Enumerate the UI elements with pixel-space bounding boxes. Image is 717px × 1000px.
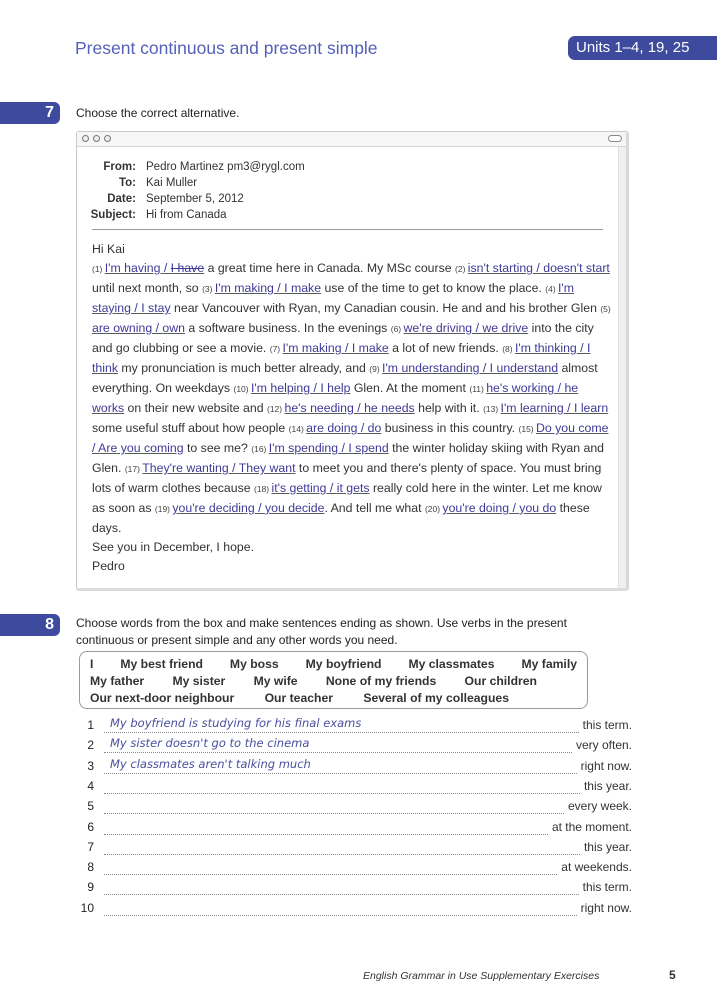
alternative-choice[interactable]: I'm spending / I spend: [268, 441, 389, 455]
answer-input[interactable]: [104, 915, 577, 916]
handwritten-answer: My boyfriend is studying for his final exams: [110, 716, 362, 730]
option-b[interactable]: I help: [320, 381, 351, 395]
email-text: my pronunciation is much better already, and: [117, 361, 370, 375]
option-a[interactable]: Do you come: [536, 421, 609, 435]
option-b[interactable]: own: [162, 321, 185, 335]
item-number: (3): [202, 284, 215, 294]
option-b[interactable]: I learn: [573, 401, 609, 415]
handwritten-answer: My sister doesn't go to the cinema: [110, 736, 310, 751]
email-text: Glen. At the moment: [350, 381, 470, 395]
line-number: 9: [87, 880, 94, 895]
option-a[interactable]: I'm thinking: [514, 341, 577, 355]
item-number: (11): [469, 384, 487, 394]
email-text: help with it.: [414, 401, 484, 415]
from-label: From:: [103, 161, 136, 173]
item-number: (12): [267, 404, 285, 414]
alternative-choice[interactable]: I'm making / I make: [282, 341, 389, 355]
option-a[interactable]: I'm making: [214, 281, 274, 295]
email-text: to see me?: [183, 441, 252, 455]
word-box-item: Our children: [464, 674, 537, 688]
line-number: 6: [87, 819, 94, 834]
answer-input[interactable]: [104, 854, 580, 855]
alternative-choice[interactable]: are owning / own: [92, 321, 185, 335]
email-text: a software business. In the evenings: [184, 321, 391, 335]
sentence-ending: right now.: [580, 900, 632, 915]
alternative-choice[interactable]: I'm understanding / I understand: [382, 361, 559, 375]
subject-label: Subject:: [90, 209, 136, 221]
option-a[interactable]: I'm spending: [268, 441, 339, 455]
line-number: 7: [87, 839, 94, 854]
option-a[interactable]: are doing: [306, 421, 358, 435]
word-box-item: Several of my colleagues: [363, 691, 509, 705]
answer-input[interactable]: [104, 874, 557, 875]
option-b[interactable]: I spend: [348, 441, 389, 455]
option-b[interactable]: he needs: [364, 401, 415, 415]
word-box-item: My boyfriend: [305, 657, 382, 671]
answer-input[interactable]: [104, 894, 579, 895]
option-a[interactable]: I'm helping: [250, 381, 311, 395]
answer-input[interactable]: [104, 752, 572, 753]
answer-line: [80, 716, 632, 736]
sentence-ending: right now.: [580, 758, 632, 773]
option-a[interactable]: you're deciding: [172, 501, 255, 515]
answer-input[interactable]: [104, 773, 577, 774]
email-title-bar: [77, 132, 626, 147]
to-value: Kai Muller: [146, 177, 198, 189]
email-sign-off: See you in December, I hope.: [92, 540, 255, 554]
option-a[interactable]: I'm staying: [92, 281, 575, 315]
page-title: Present continuous and present simple: [75, 38, 378, 58]
email-signature: Pedro: [92, 559, 125, 573]
word-box-row: [90, 691, 509, 705]
sentence-ending: very often.: [575, 738, 632, 753]
word-box-item: My boss: [229, 657, 279, 671]
toolbar-toggle-icon[interactable]: [608, 135, 622, 142]
exercise-7-instruction: Choose the correct alternative.: [76, 106, 240, 120]
exercise-8-instruction: [76, 615, 567, 649]
from-value: Pedro Martinez pm3@rygl.com: [146, 161, 305, 173]
alternative-choice[interactable]: you're deciding / you decide: [172, 501, 325, 515]
option-b[interactable]: do: [367, 421, 382, 435]
email-text: a lot of new friends.: [388, 341, 503, 355]
option-a[interactable]: isn't starting: [467, 261, 533, 275]
email-text: use of the time to get to know the place.: [321, 281, 546, 295]
alternative-choice[interactable]: I'm staying / I stay: [92, 281, 575, 315]
word-box-item: My classmates: [408, 657, 495, 671]
email-text: business in this country.: [381, 421, 519, 435]
sentence-ending: at the moment.: [551, 819, 632, 834]
handwritten-answer: My classmates aren't talking much: [110, 756, 311, 771]
answer-line: [80, 818, 632, 838]
option-b[interactable]: we drive: [482, 321, 529, 335]
alternative-choice[interactable]: They're wanting / They want: [142, 461, 296, 475]
email-scrollbar[interactable]: [618, 147, 626, 588]
item-number: (9): [369, 364, 383, 374]
word-box-item: My wife: [253, 674, 298, 688]
word-box-item: None of my friends: [325, 674, 437, 688]
alternative-choice[interactable]: I'm having / I have: [104, 261, 205, 275]
answer-input[interactable]: [104, 732, 579, 733]
maximize-icon[interactable]: [104, 135, 111, 142]
date-label: Date:: [107, 193, 136, 205]
email-text: into the city and go clubbing or see a movie.: [92, 321, 594, 355]
item-number: (16): [251, 444, 269, 454]
alternative-choice[interactable]: I'm learning / I learn: [500, 401, 609, 415]
instruction-line-1: Choose words from the box and make sentences ending as shown. Use verbs in the present: [76, 616, 567, 630]
option-a[interactable]: I'm having: [104, 261, 161, 275]
word-box: [79, 651, 588, 709]
word-box-item: My family: [521, 657, 577, 671]
email-text: . And tell me what: [324, 501, 425, 515]
units-badge: Units 1–4, 19, 25: [568, 36, 717, 60]
word-box-item: My best friend: [120, 657, 203, 671]
line-number: 4: [87, 778, 94, 793]
email-text: these days.: [92, 501, 590, 535]
item-number: (18): [254, 484, 272, 494]
answer-line: [80, 899, 632, 919]
sentence-ending: this term.: [582, 880, 632, 895]
email-body: [92, 240, 612, 576]
item-number: (10): [233, 384, 251, 394]
option-b[interactable]: Are you coming: [98, 441, 184, 455]
alternative-choice[interactable]: I'm helping / I help: [250, 381, 351, 395]
sentence-ending: every week.: [567, 799, 632, 814]
alternative-choice[interactable]: Do you come / Are you coming: [92, 421, 609, 455]
word-box-item: I: [90, 657, 94, 671]
alternative-choice[interactable]: I'm thinking / I think: [92, 341, 591, 375]
answer-line: [80, 757, 632, 777]
option-b[interactable]: I make: [284, 281, 322, 295]
answer-line: [80, 797, 632, 817]
answer-input[interactable]: [104, 834, 548, 835]
close-icon[interactable]: [82, 135, 89, 142]
minimize-icon[interactable]: [93, 135, 100, 142]
page-number: 5: [669, 968, 676, 982]
item-number: (2): [455, 264, 468, 274]
word-box-item: My father: [90, 674, 145, 688]
email-text: on their new website and: [124, 401, 267, 415]
email-text: near Vancouver with Ryan, my Canadian cousin. He and and his brother Glen: [170, 301, 601, 315]
answer-input[interactable]: [104, 793, 580, 794]
option-a[interactable]: I'm learning: [500, 401, 564, 415]
word-box-item: Our teacher: [264, 691, 333, 705]
alternative-choice[interactable]: you're doing / you do: [442, 501, 557, 515]
option-b[interactable]: doesn't start: [543, 261, 610, 275]
word-box-row: [90, 657, 577, 671]
email-text: really cold here in the winter. Let me know as soon as: [92, 481, 602, 515]
item-number: (14): [288, 424, 307, 434]
alternative-choice[interactable]: I'm making / I make: [214, 281, 322, 295]
option-a[interactable]: I'm understanding: [382, 361, 480, 375]
item-number: (4): [545, 284, 559, 294]
email-text: some useful stuff about how people: [92, 421, 289, 435]
alternative-choice[interactable]: it's getting / it gets: [271, 481, 370, 495]
line-number: 10: [80, 900, 94, 915]
email-greeting: Hi Kai: [92, 242, 125, 256]
email-text: a great time here in Canada. My MSc course: [204, 261, 456, 275]
option-a[interactable]: we're driving: [403, 321, 473, 335]
email-text: the winter holiday skiing with Ryan and Glen.: [92, 441, 604, 475]
answer-line: [80, 878, 632, 898]
footer-book-title: English Grammar in Use Supplementary Exercises: [363, 970, 600, 982]
line-number: 1: [87, 718, 94, 732]
item-number: (19): [154, 504, 173, 514]
line-number: 2: [87, 738, 94, 753]
item-number: (13): [483, 404, 501, 414]
word-box-row: [90, 674, 537, 688]
option-a[interactable]: it's getting: [271, 481, 327, 495]
line-number: 8: [87, 860, 94, 875]
line-number: 3: [87, 758, 94, 773]
word-box-item: My sister: [172, 674, 226, 688]
email-text: almost everything. On weekdays: [92, 361, 598, 395]
item-number: (8): [502, 344, 515, 354]
to-label: To:: [118, 177, 136, 189]
option-b[interactable]: he works: [92, 381, 579, 415]
item-number: (20): [424, 504, 443, 514]
option-a[interactable]: he's working: [486, 381, 555, 395]
option-a[interactable]: are owning: [92, 321, 153, 335]
date-value: September 5, 2012: [146, 193, 244, 205]
alternative-choice[interactable]: he's needing / he needs: [284, 401, 415, 415]
item-number: (5): [600, 304, 611, 314]
alternative-choice[interactable]: isn't starting / doesn't start: [467, 261, 610, 275]
subject-value: Hi from Canada: [146, 209, 227, 221]
sentence-ending: at weekends.: [561, 860, 632, 875]
option-a[interactable]: I'm making: [282, 341, 342, 355]
option-a[interactable]: They're wanting: [142, 461, 229, 475]
alternative-choice[interactable]: we're driving / we drive: [403, 321, 529, 335]
sentence-ending: this year.: [583, 839, 632, 854]
header-divider: [92, 229, 603, 230]
option-b[interactable]: I have: [170, 261, 205, 275]
option-a[interactable]: he's needing: [284, 401, 354, 415]
email-text: to meet you and there's plenty of space. You must bring lots of warm clothes because: [92, 461, 602, 495]
answer-line: [80, 838, 632, 858]
option-b[interactable]: They want: [238, 461, 296, 475]
email-paragraph: [92, 259, 612, 538]
item-number: (17): [124, 464, 143, 474]
answer-line: [80, 858, 632, 878]
word-box-item: Our next-door neighbour: [90, 691, 235, 705]
answer-input[interactable]: [104, 813, 564, 814]
email-text: until next month, so: [92, 281, 203, 295]
instruction-line-2: continuous or present simple and any other words you need.: [76, 633, 398, 647]
alternative-choice[interactable]: are doing / do: [306, 421, 382, 435]
sentence-ending: this term.: [582, 718, 632, 732]
option-b[interactable]: I make: [351, 341, 389, 355]
option-b[interactable]: I think: [92, 341, 591, 375]
option-b[interactable]: I understand: [489, 361, 559, 375]
item-number: (7): [269, 344, 283, 354]
option-b[interactable]: you decide: [264, 501, 325, 515]
answer-line: [80, 736, 632, 756]
answer-line: [80, 777, 632, 797]
item-number: (1): [92, 264, 105, 274]
line-number: 5: [87, 799, 94, 814]
item-number: (15): [518, 424, 536, 434]
option-b[interactable]: you do: [519, 501, 557, 515]
option-a[interactable]: you're doing: [442, 501, 510, 515]
item-number: (6): [390, 324, 404, 334]
exercise-7-badge: 7: [0, 102, 60, 124]
option-b[interactable]: I stay: [141, 301, 171, 315]
option-b[interactable]: it gets: [336, 481, 370, 495]
exercise-8-badge: 8: [0, 614, 60, 636]
sentence-ending: this year.: [583, 778, 632, 793]
alternative-choice[interactable]: he's working / he works: [92, 381, 579, 415]
